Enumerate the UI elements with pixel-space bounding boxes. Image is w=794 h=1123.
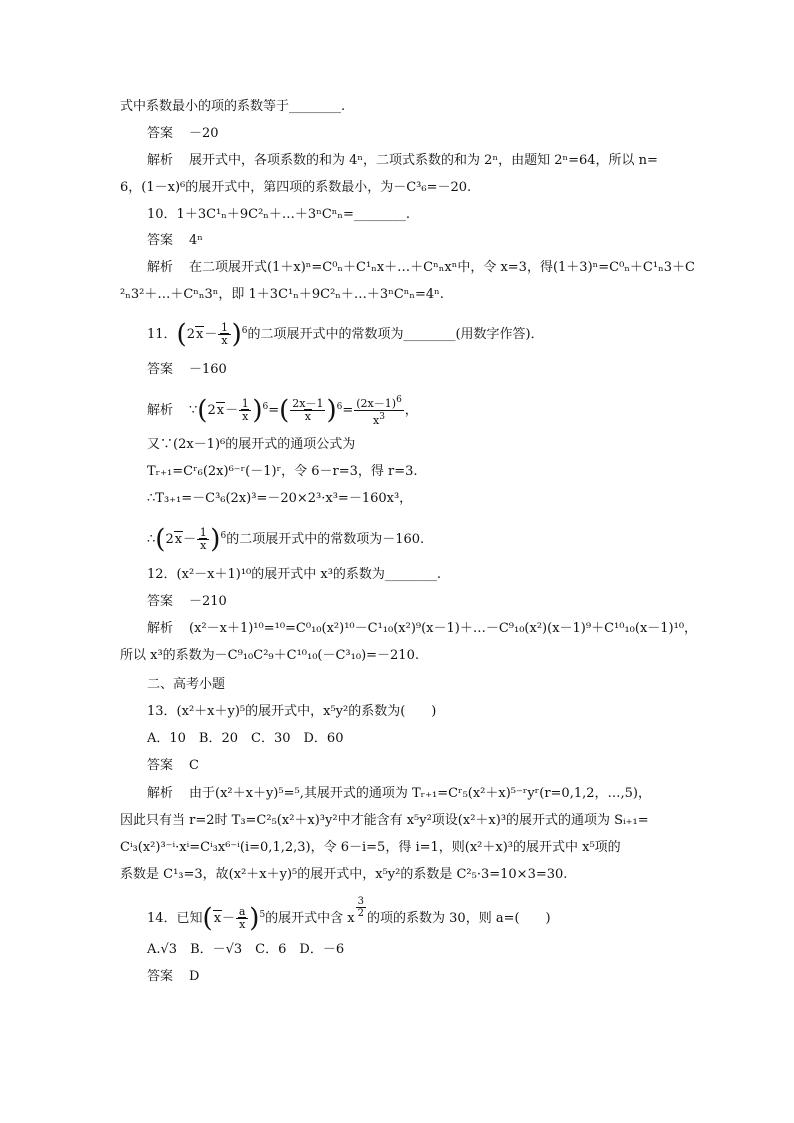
math-expression: ( xyxy=(176,319,187,350)
text-line xyxy=(147,436,674,454)
math-expression: ) xyxy=(210,524,221,555)
section-heading xyxy=(147,676,674,694)
math-expression: = xyxy=(342,403,354,418)
answer-label: 答案 xyxy=(147,126,174,141)
math-expression: 2x－ xyxy=(207,403,239,418)
text-line xyxy=(120,179,674,197)
analysis-line xyxy=(147,390,674,428)
math-expression: 6 xyxy=(241,326,248,336)
text: 的二项展开式中的常数项为－160. xyxy=(226,532,425,547)
text: Cⁱ₃(x²)³⁻ⁱ·xⁱ=Cⁱ₃x⁶⁻ⁱ(i=0,1,2,3)，令 6－i=5，得 i=1，则(x²＋x)³的展开式中 x⁵项的 xyxy=(120,840,621,855)
math-expression: ， xyxy=(404,403,418,418)
text: 所以 x³的系数为－C⁹₁₀C²₉＋C¹⁰₁₀(－C³₁₀)=－210. xyxy=(120,648,419,663)
analysis-line xyxy=(147,785,674,803)
analysis-label: 解析 xyxy=(147,260,174,275)
math-fraction: $\frac{1}{x}$ xyxy=(197,527,209,552)
options: A．10 B．20 C．30 D．60 xyxy=(147,731,344,746)
question-number: 11． xyxy=(147,327,177,342)
text-line xyxy=(120,866,674,884)
formula: ∴T₃₊₁=－C³₆(2x)³=－20×2³·x³=－160x³， xyxy=(147,491,413,506)
answer-label: 答案 xyxy=(147,969,174,984)
text: 因此只有当 r=2时 T₃=C²₅(x²＋x)³y²中才能含有 x⁵y²项设(x²＋x)³的展开式的通项为 Sᵢ₊₁= xyxy=(120,813,649,828)
section-title: 二、高考小题 xyxy=(147,677,226,692)
answer-value: D xyxy=(189,969,200,984)
analysis-label: 解析 xyxy=(147,621,174,636)
math-expression: x－ xyxy=(213,911,236,926)
analysis-line xyxy=(147,152,674,170)
text-line xyxy=(120,812,674,830)
question-text: 14．已知 xyxy=(147,911,203,926)
math-expression: = xyxy=(268,403,280,418)
math-fraction: $\frac{2x-1}{x}$ xyxy=(292,397,324,423)
text: 式中系数最小的项的系数等于________. xyxy=(120,99,346,114)
math-expression: ∴ xyxy=(147,532,156,547)
math-fraction: $\frac{(2x-1)^6}{x^3}$ xyxy=(356,395,402,427)
math-expression: 2x－ xyxy=(165,532,197,547)
analysis-text: (x²－x＋1)¹⁰=¹⁰=C⁰₁₀(x²)¹⁰－C¹₁₀(x²)⁹(x－1)＋…－C⁹₁₀(x²)(x－1)⁹＋C¹⁰₁₀(x－1)¹⁰， xyxy=(189,621,698,636)
formula-line xyxy=(147,490,674,508)
answer-line xyxy=(147,361,674,379)
analysis-text: 展开式中，各项系数的和为 4ⁿ，二项式系数的和为 2ⁿ，由题知 2ⁿ=64，所以 n= xyxy=(189,153,658,168)
question-text: 10．1＋3C¹ₙ＋9C²ₙ＋…＋3ⁿCⁿₙ=________. xyxy=(147,207,411,222)
math-expression: ( xyxy=(197,395,208,426)
math-expression: 6 xyxy=(336,402,343,412)
text: 又∵(2x－1)⁶的展开式的通项公式为 xyxy=(147,437,356,452)
math-fraction: $\frac{1}{x}$ xyxy=(218,322,230,347)
question-text: 的二项展开式中的常数项为________(用数字作答)． xyxy=(247,327,544,342)
math-expression: ∵ xyxy=(189,403,198,418)
question-text: 的项的系数为 30，则 a=( ) xyxy=(367,911,551,926)
answer-line xyxy=(147,968,674,986)
answer-value: －210 xyxy=(189,594,227,609)
text: ²ₙ3²＋…＋Cⁿₙ3ⁿ，即 1＋3C¹ₙ＋9C²ₙ＋…＋3ⁿCⁿₙ=4ⁿ. xyxy=(120,287,444,302)
question-11 xyxy=(147,314,674,352)
math-expression: 5 xyxy=(259,910,266,920)
answer-value: －20 xyxy=(189,126,219,141)
options: A.√3 B．－√3 C．6 D．－6 xyxy=(147,942,345,957)
options-line xyxy=(147,730,674,748)
answer-label: 答案 xyxy=(147,594,174,609)
math-expression: ( xyxy=(155,524,166,555)
answer-line xyxy=(147,125,674,143)
question-text: 13．(x²＋x＋y)⁵的展开式中，x⁵y²的系数为( ) xyxy=(147,704,437,719)
text-line xyxy=(120,647,674,665)
math-expression: ) xyxy=(252,395,263,426)
math-fraction: $\frac{1}{x}$ xyxy=(239,398,251,423)
math-expression: ( xyxy=(279,395,290,426)
question-text: 的展开式中含 x xyxy=(265,911,355,926)
math-fraction: $\frac{3}{2}$ xyxy=(357,896,365,919)
formula: Tᵣ₊₁=Cʳ₆(2x)⁶⁻ʳ(－1)ʳ，令 6－r=3，得 r=3. xyxy=(147,464,418,479)
analysis-label: 解析 xyxy=(147,786,174,801)
text-line xyxy=(120,98,674,116)
answer-line xyxy=(147,757,674,775)
answer-value: －160 xyxy=(189,362,227,377)
math-expression: ( xyxy=(202,903,213,934)
analysis-line xyxy=(147,620,698,638)
text-line xyxy=(120,839,674,857)
analysis-line xyxy=(147,259,695,277)
analysis-text: 在二项展开式(1＋x)ⁿ=C⁰ₙ＋C¹ₙx＋…＋Cⁿₙxⁿ中，令 x=3，得(1＋3)ⁿ=C⁰ₙ＋C¹ₙ3＋C xyxy=(189,260,695,275)
answer-label: 答案 xyxy=(147,758,174,773)
text-line xyxy=(120,286,674,304)
answer-line xyxy=(147,593,674,611)
text: 系数是 C¹₃=3，故(x²＋x＋y)⁵的展开式中，x⁵y²的系数是 C²₅·3=10×3=30. xyxy=(120,867,568,882)
analysis-label: 解析 xyxy=(147,403,174,418)
options-line xyxy=(147,941,674,959)
math-expression: ) xyxy=(231,319,242,350)
text: 6，(1－x)⁶的展开式中，第四项的系数最小，为－C³₆=－20. xyxy=(120,180,472,195)
formula-line xyxy=(147,463,674,481)
analysis-label: 解析 xyxy=(147,153,174,168)
answer-line xyxy=(147,232,674,250)
question-text: 12．(x²－x＋1)¹⁰的展开式中 x³的系数为________. xyxy=(147,567,442,582)
math-expression: ) xyxy=(326,395,337,426)
math-fraction: $\frac{a}{x}$ xyxy=(236,906,248,931)
math-expression: 6 xyxy=(220,531,227,541)
question-10 xyxy=(147,206,674,224)
answer-label: 答案 xyxy=(147,233,174,248)
question-14 xyxy=(147,896,674,936)
analysis-text: 由于(x²＋x＋y)⁵=⁵,其展开式的通项为 Tᵣ₊₁=Cʳ₅(x²＋x)⁵⁻ʳyʳ(r=0,1,2，…,5)， xyxy=(189,786,651,801)
question-12 xyxy=(147,566,674,584)
math-expression: 6 xyxy=(262,402,269,412)
question-13 xyxy=(147,703,674,721)
math-expression: ) xyxy=(249,903,260,934)
answer-value: C xyxy=(189,758,199,773)
answer-label: 答案 xyxy=(147,362,174,377)
math-expression: 2x－ xyxy=(186,327,218,342)
conclusion-line xyxy=(147,519,674,557)
answer-value: 4ⁿ xyxy=(189,233,203,248)
